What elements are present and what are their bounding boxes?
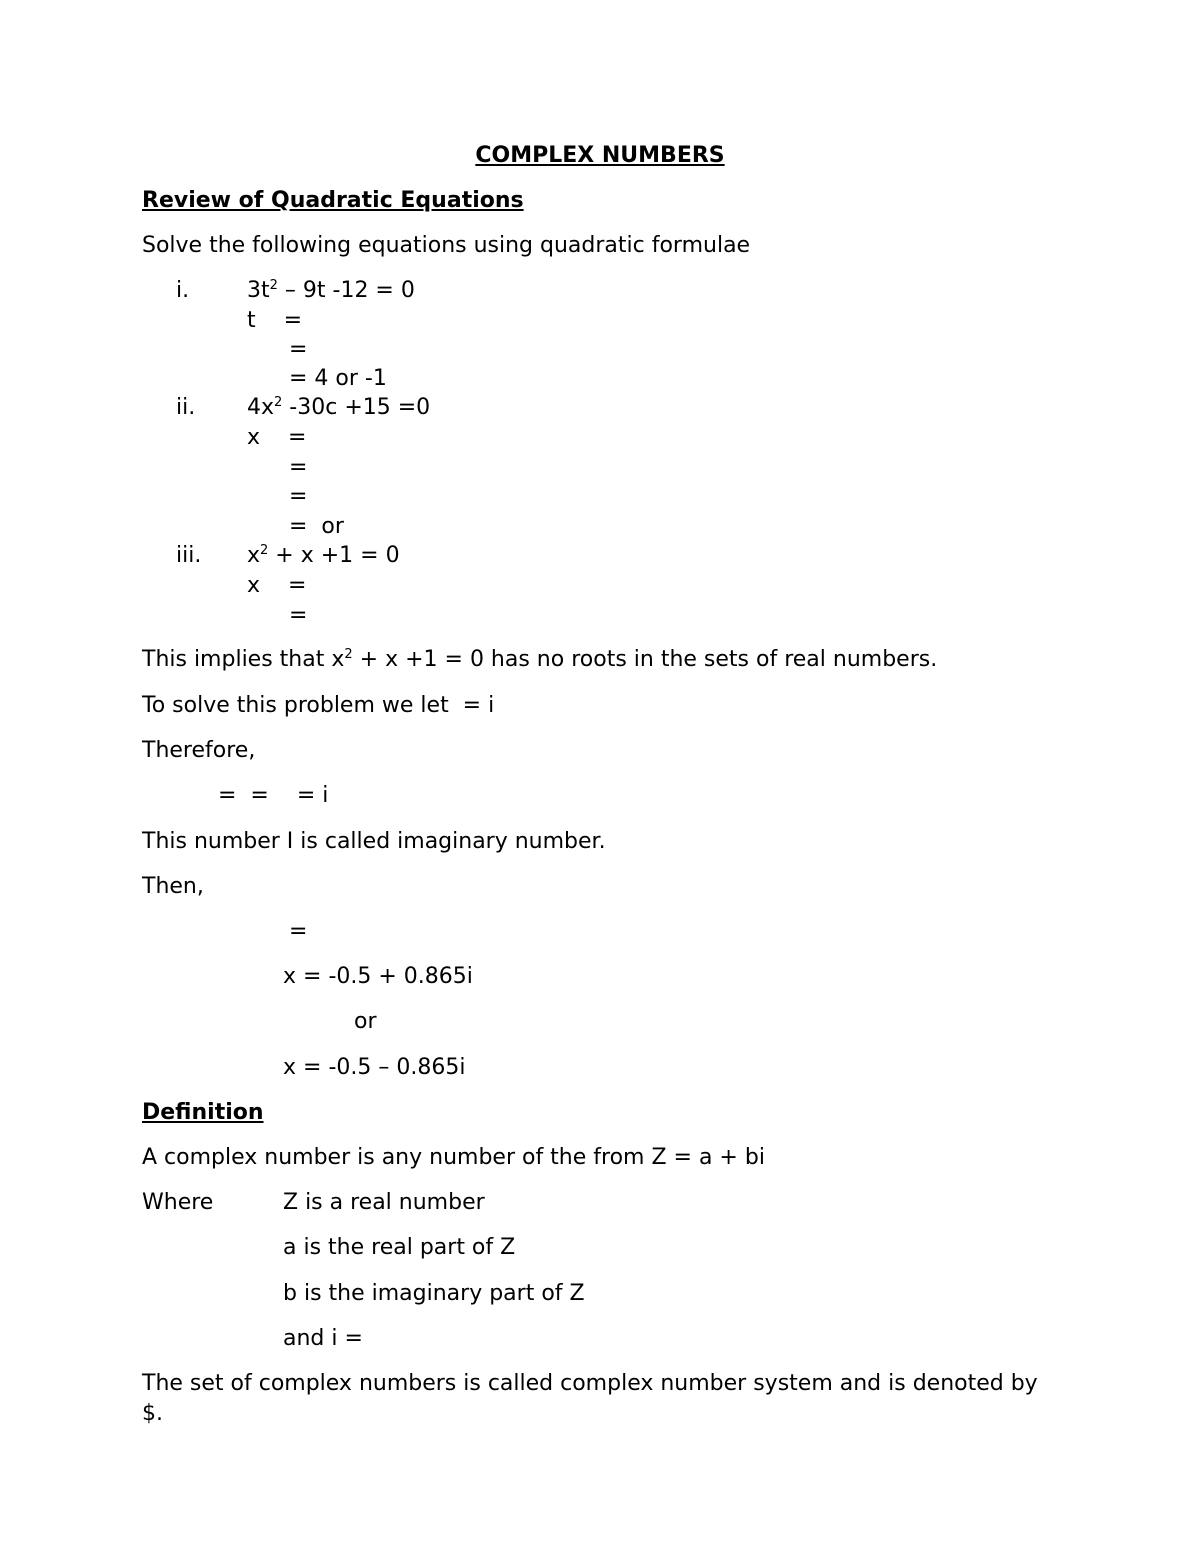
solution-step: = [247, 484, 308, 509]
solution-step: = 4 or -1 [247, 366, 387, 391]
section-heading-definition: Definition [142, 1100, 264, 1125]
problem-label-i: i. [176, 278, 190, 303]
problem-equation-ii: $4x^2$ -30c +15 =0 [247, 395, 431, 420]
definition-item: and i = [283, 1326, 363, 1351]
problem-equation-i: $3t^2 - 9t$ -12 = 0 [247, 278, 415, 303]
solution-step: = [247, 337, 308, 362]
definition-statement: A complex number is any number of the from Z = a + bi [142, 1145, 765, 1170]
solution-step: x = [247, 573, 307, 598]
solution-step: = [247, 603, 308, 628]
then-equation: = [289, 919, 308, 944]
page-title: COMPLEX NUMBERS [475, 143, 725, 168]
definition-item: Z is a real number [283, 1190, 485, 1215]
then-text: Then, [142, 874, 204, 899]
solution-step: x = [247, 425, 307, 450]
root-one: x = -0.5 + 0.865i [283, 964, 473, 989]
imaginary-note: This number I is called imaginary number. [142, 829, 606, 854]
problem-label-ii: ii. [176, 395, 196, 420]
problem-label-iii: iii. [176, 543, 202, 568]
solution-step: = [247, 455, 308, 480]
solution-step: = or [247, 514, 344, 539]
definition-item: a is the real part of Z [283, 1235, 516, 1260]
where-label: Where [142, 1190, 214, 1215]
section-heading-review: Review of Quadratic Equations [142, 188, 524, 213]
to-solve-text: To solve this problem we let = i [142, 693, 495, 718]
definition-item: b is the imaginary part of Z [283, 1281, 585, 1306]
instruction-text: Solve the following equations using quadratic formulae [142, 233, 751, 258]
or-text: or [354, 1009, 377, 1034]
closing-paragraph: The set of complex numbers is called complex number system and is denoted by $. [142, 1371, 1038, 1426]
solution-step: t = [247, 308, 303, 333]
equality-chain: = = = i [218, 783, 329, 808]
implication-text: This implies that $x^2 + x +1 = 0$ has no roots in the sets of real numbers. [142, 647, 938, 672]
therefore-text: Therefore, [142, 738, 256, 763]
root-two: x = -0.5 – 0.865i [283, 1055, 466, 1080]
problem-equation-iii: $x^2 + x +1 = 0$ [247, 543, 400, 568]
